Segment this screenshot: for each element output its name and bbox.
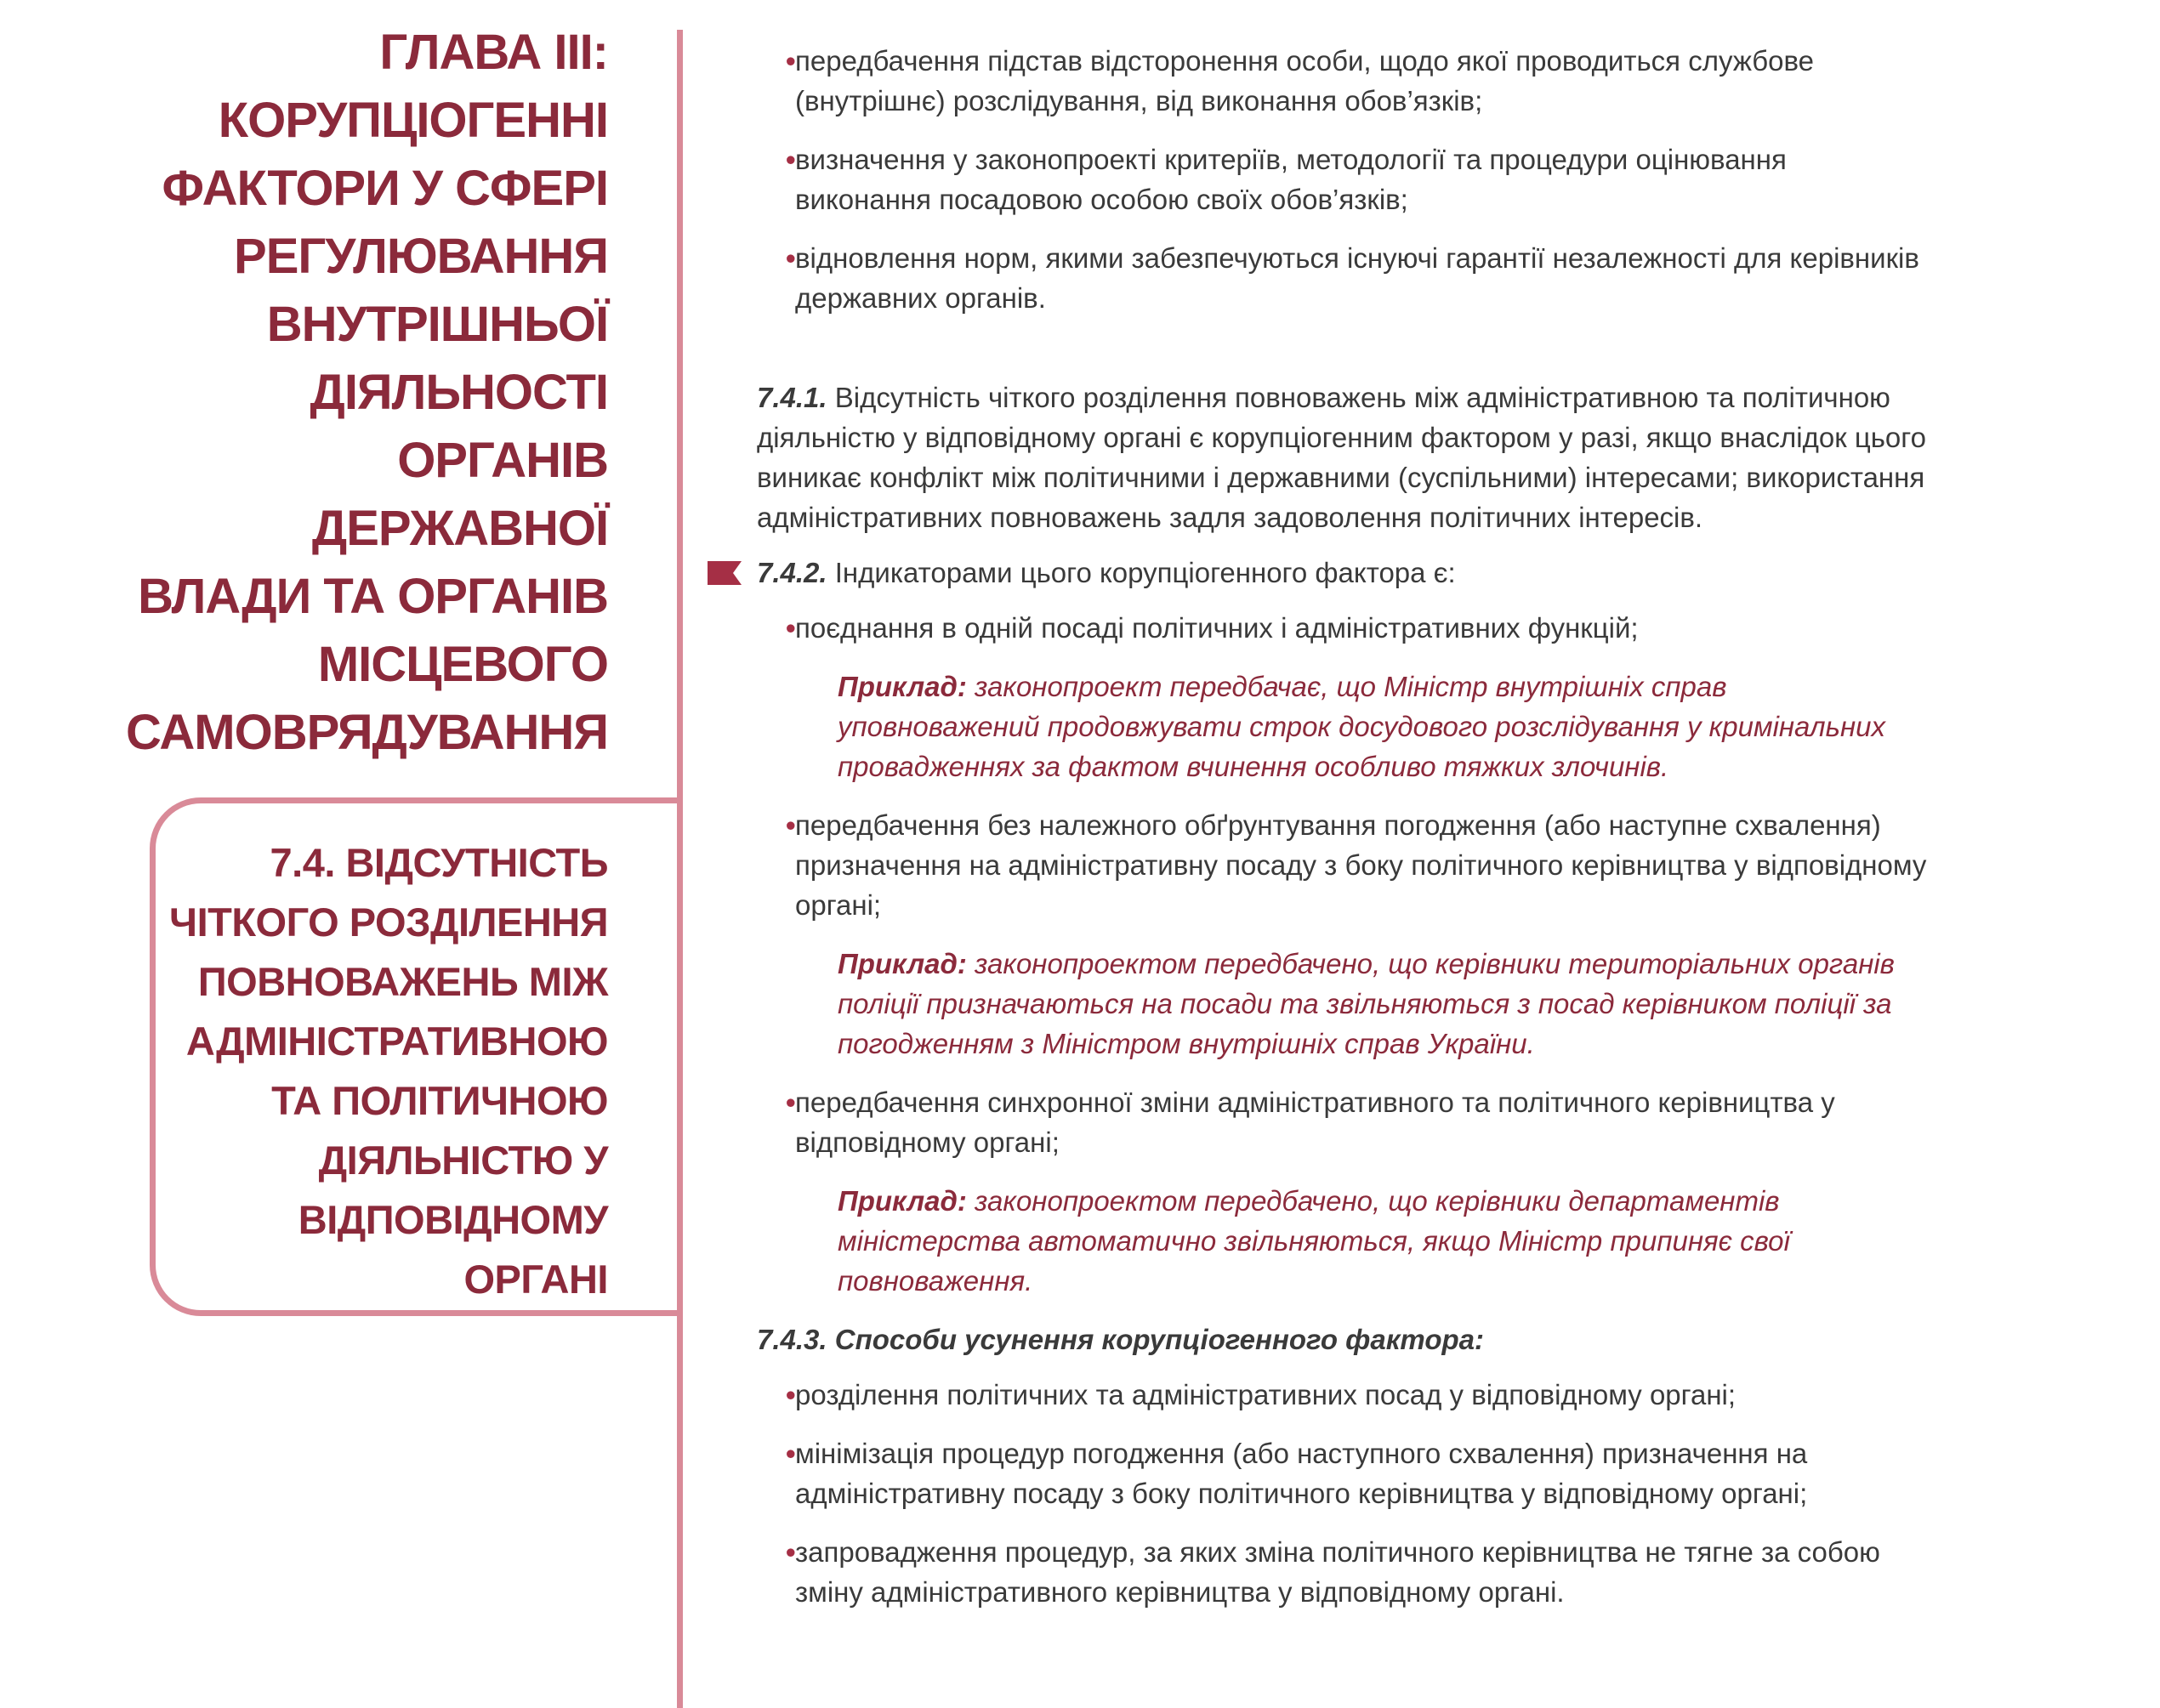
main-text — [757, 41, 1930, 1631]
list-item-text: відновлення норм, якими забезпечуються існуючі гарантії незалежності для керівників державних органів. — [795, 242, 1919, 314]
example-label: Приклад: — [838, 948, 967, 979]
chapter-title — [64, 19, 608, 767]
example-text: законопроект передбачає, що Міністр внутрішніх справ уповноважений продовжувати строк досудового розслідування у кримінальних провадженнях за фактом вчинення особливо тяжких злочинів. — [838, 671, 1886, 782]
bullet-icon: • — [786, 1087, 796, 1118]
paragraph-text: Відсутність чіткого розділення повноважень між адміністративною та політичною діяльністю у відповідному органі є корупціогенним фактором у разі, якщо внаслідок цього виникає конфлікт між політичними і державними (суспільними) інтересами; використання адміністративних повноважень задля задоволення політичних інтересів. — [757, 382, 1926, 533]
section-title-line: АДМІНІСТРАТИВНОЮ — [185, 1019, 608, 1064]
flag-icon — [708, 561, 742, 585]
bullet-icon: • — [786, 242, 796, 274]
list-item — [757, 1082, 1930, 1162]
example-block — [757, 1181, 1930, 1301]
paragraph-7-4-1 — [757, 377, 1930, 537]
list-item-text: визначення у законопроекті критеріїв, методології та процедури оцінювання виконання посадовою особою своїх обов’язків; — [795, 144, 1787, 215]
chapter-title-line: ДЕРЖАВНОЇ — [311, 501, 608, 556]
bullet-icon: • — [786, 144, 796, 175]
list-item — [757, 238, 1930, 318]
chapter-title-line: ВНУТРІШНЬОЇ — [266, 297, 608, 352]
example-text: законопроектом передбачено, що керівники департаментів міністерства автоматично звільняються, якщо Міністр припиняє свої повноваження. — [838, 1185, 1790, 1297]
chapter-title-line: ОРГАНІВ — [397, 433, 608, 488]
list-item — [757, 608, 1930, 648]
list-item — [757, 1433, 1930, 1513]
chapter-title-line: ДІЯЛЬНОСТІ — [310, 365, 608, 420]
example-label: Приклад: — [838, 1185, 967, 1217]
list-item — [757, 1375, 1930, 1415]
list-item-text: передбачення синхронної зміни адміністративного та політичного керівництва у відповідному органі; — [795, 1087, 1835, 1158]
chapter-title-line: ВЛАДИ ТА ОРГАНІВ — [138, 569, 608, 624]
chapter-title-line: ФАКТОРИ У СФЕРІ — [162, 161, 608, 216]
paragraph-number: 7.4.2. — [757, 557, 827, 588]
example-text: законопроектом передбачено, що керівники територіальних органів поліції призначаються на посади та звільняються з посад керівником поліції за погодженням з Міністром внутрішніх справ України. — [838, 948, 1895, 1059]
section-title-line: ВІДПОВІДНОМУ — [298, 1197, 608, 1242]
section-title-line: 7.4. ВІДСУТНІСТЬ — [270, 840, 608, 885]
list-item — [757, 41, 1930, 121]
list-item — [757, 139, 1930, 219]
bullet-icon: • — [786, 1379, 796, 1410]
chapter-title-line: ГЛАВА III: — [379, 25, 608, 80]
list-item — [757, 805, 1930, 925]
section-title-line: ПОВНОВАЖЕНЬ МІЖ — [197, 959, 608, 1004]
example-block — [757, 944, 1930, 1064]
list-item-text: запровадження процедур, за яких зміна політичного керівництва не тягне за собою зміну адміністративного керівництва у відповідному органі. — [795, 1536, 1880, 1608]
section-title-line: ТА ПОЛІТИЧНОЮ — [271, 1078, 608, 1123]
list-item-text: передбачення без належного обґрунтування погодження (або наступне схвалення) призначення на адміністративну посаду з боку політичного керівництва у відповідному органі; — [795, 809, 1927, 921]
chapter-title-line: МІСЦЕВОГО — [317, 637, 608, 692]
section-title — [132, 833, 608, 1309]
bullet-icon: • — [786, 612, 796, 644]
paragraph-number: 7.4.1. — [757, 382, 827, 413]
chapter-title-line: РЕГУЛЮВАННЯ — [234, 229, 608, 284]
bullet-icon: • — [786, 809, 796, 841]
list-item-text: поєднання в одній посаді політичних і адміністративних функцій; — [795, 612, 1639, 644]
bullet-icon: • — [786, 1536, 796, 1568]
section-title-line: ДІЯЛЬНІСТЮ У — [318, 1138, 608, 1183]
bullet-icon: • — [786, 45, 796, 77]
section-title-line: ЧІТКОГО РОЗДІЛЕННЯ — [169, 899, 608, 945]
chapter-title-line: КОРУПЦІОГЕННІ — [218, 93, 608, 148]
example-label: Приклад: — [838, 671, 967, 702]
vertical-divider — [677, 30, 683, 1708]
paragraph-7-4-3-heading: 7.4.3. Способи усунення корупціогенного фактора: — [757, 1324, 1484, 1355]
list-item-text: розділення політичних та адміністративних посад у відповідному органі; — [795, 1379, 1737, 1410]
list-item-text: передбачення підстав відсторонення особи, щодо якої проводиться службове (внутрішнє) розслідування, від виконання обов’язків; — [795, 45, 1815, 116]
section-title-line: ОРГАНІ — [463, 1257, 608, 1302]
list-item-text: мінімізація процедур погодження (або наступного схвалення) призначення на адміністративну посаду з боку політичного керівництва у відповідному органі; — [795, 1438, 1808, 1509]
list-item — [757, 1532, 1930, 1612]
example-block — [757, 667, 1930, 786]
bullet-icon: • — [786, 1438, 796, 1469]
chapter-title-line: САМОВРЯДУВАННЯ — [125, 705, 608, 760]
paragraph-7-4-2 — [757, 553, 1930, 593]
paragraph-text: Індикаторами цього корупціогенного фактора є: — [827, 557, 1456, 588]
